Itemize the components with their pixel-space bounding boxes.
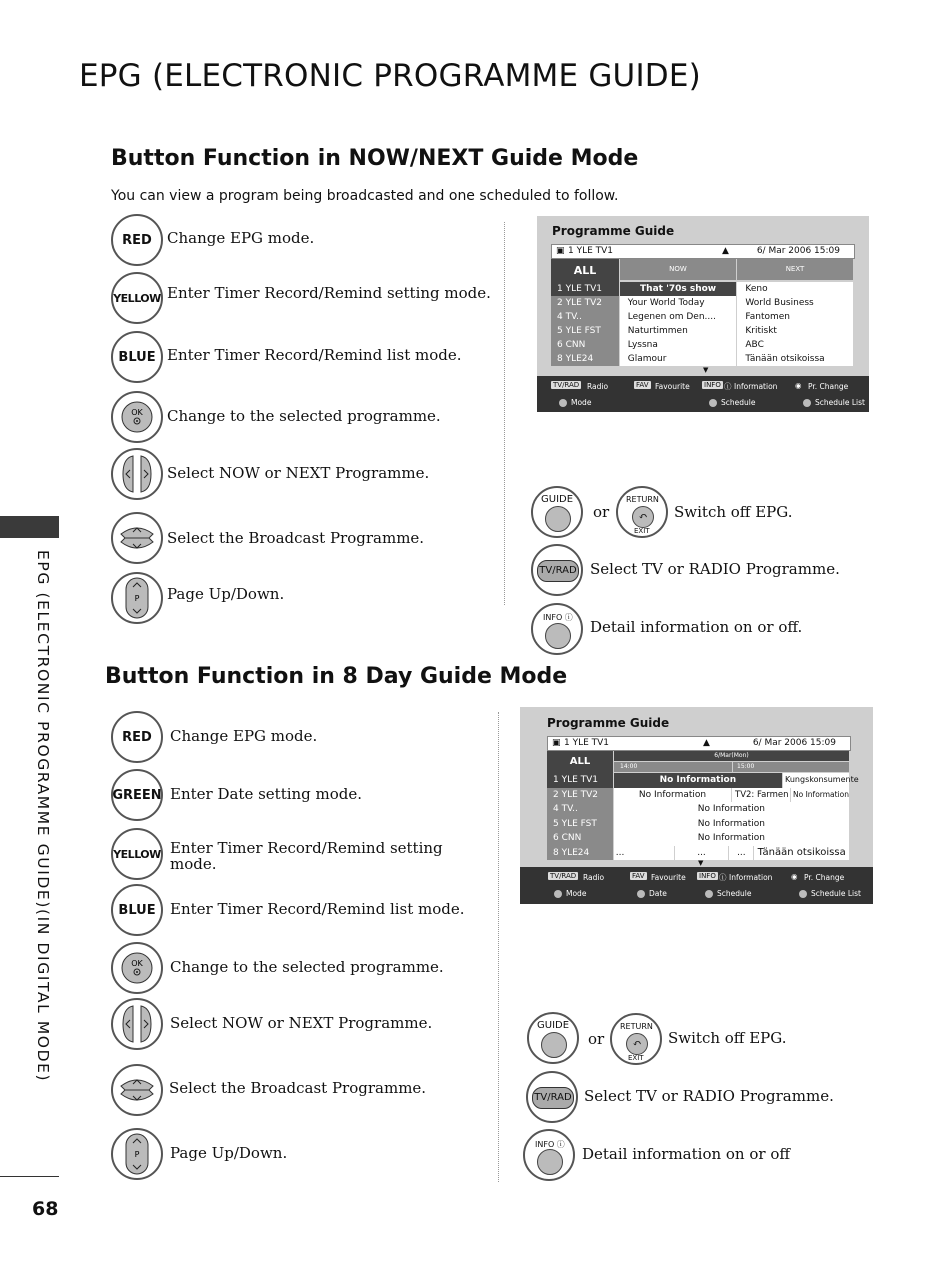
green-button-desc: Enter Date setting mode. xyxy=(170,785,363,803)
page-2-desc: Page Up/Down. xyxy=(170,1144,288,1162)
red-button-2[interactable]: RED xyxy=(111,711,163,763)
up-down-button[interactable] xyxy=(111,512,163,564)
return-arrow-icon: ↶ xyxy=(626,1033,648,1055)
yellow-button-2[interactable]: YELLOW xyxy=(111,828,163,880)
red-button-desc: Change EPG mode. xyxy=(167,229,315,247)
svg-text:P: P xyxy=(134,594,140,603)
svg-text:OK: OK xyxy=(131,959,143,968)
switch-off-2-desc: Switch off EPG. xyxy=(668,1029,787,1047)
epg2-all[interactable]: ALL xyxy=(547,751,613,773)
epg2-datetime: 6/ Mar 2006 15:09 xyxy=(752,738,836,748)
legend-date: Date xyxy=(637,889,667,898)
ok-small-icon: ◉ xyxy=(791,872,798,881)
legend-schedule-list: Schedule List xyxy=(803,398,865,407)
broadcast-2-desc: Select the Broadcast Programme. xyxy=(169,1079,427,1097)
up-arrow-icon: ▲ xyxy=(703,738,710,748)
epg-all[interactable]: ALL xyxy=(551,259,619,282)
info-knob-icon xyxy=(545,623,571,649)
epg-rows xyxy=(551,282,853,366)
epg2-time1: 14:00 xyxy=(614,762,732,772)
epg2-row[interactable]: 2 YLE TV2 No Information TV2: Farmen No Information xyxy=(547,788,849,803)
section2-divider xyxy=(498,712,499,1182)
return-arrow-icon: ↶ xyxy=(632,506,654,528)
yellow-button-2-desc-cont: mode. xyxy=(170,855,217,873)
guide-knob-icon xyxy=(545,506,571,532)
blue-button[interactable]: BLUE xyxy=(111,331,163,383)
tvrad-button-2[interactable]: TV/RAD xyxy=(526,1071,578,1123)
page-button[interactable] xyxy=(111,572,163,624)
down-arrow-icon: ▼ xyxy=(703,366,709,374)
page-up-down-icon xyxy=(122,576,152,620)
epg2-time2: 15:00 xyxy=(733,762,849,772)
epg2-channel: 1 YLE TV1 xyxy=(564,738,610,748)
up-down-arrows-icon xyxy=(115,1068,159,1112)
now-next-desc: Select NOW or NEXT Programme. xyxy=(167,464,430,482)
epg-now-next-panel xyxy=(537,216,869,412)
epg2-row[interactable]: 1 YLE TV1 No Information Kungskonsumente xyxy=(547,773,849,788)
green-button[interactable]: GREEN xyxy=(111,769,163,821)
up-down-button-2[interactable] xyxy=(111,1064,163,1116)
page-desc: Page Up/Down. xyxy=(167,585,285,603)
epg2-channel-bar xyxy=(547,736,851,751)
guide-button[interactable]: GUIDE xyxy=(531,486,583,538)
ok-button-2[interactable] xyxy=(111,942,163,994)
up-arrow-icon: ▲ xyxy=(722,246,729,256)
now-next-2-desc: Select NOW or NEXT Programme. xyxy=(170,1014,433,1032)
section1-divider xyxy=(504,222,505,605)
legend-schedule-list: Schedule List xyxy=(799,889,861,898)
section1-intro: You can view a program being broadcasted and one scheduled to follow. xyxy=(111,188,619,204)
or-text: or xyxy=(593,503,610,521)
yellow-button-2-desc: Enter Timer Record/Remind setting xyxy=(170,839,443,857)
info-button[interactable]: INFO ⓘ xyxy=(531,603,583,655)
svg-text:P: P xyxy=(134,1150,140,1159)
epg-row[interactable]: 6 CNN Lyssna ABC xyxy=(551,338,853,352)
blue-button-2-desc: Enter Timer Record/Remind list mode. xyxy=(170,900,465,918)
epg-channel-bar xyxy=(551,244,855,259)
tvrad-desc: Select TV or RADIO Programme. xyxy=(590,560,840,578)
blue-button-desc: Enter Timer Record/Remind list mode. xyxy=(167,346,462,364)
legend-schedule: Schedule xyxy=(709,398,755,407)
info-desc: Detail information on or off. xyxy=(590,618,803,636)
legend-mode: Mode xyxy=(559,398,591,407)
info-knob-icon xyxy=(537,1149,563,1175)
info-icon: ⓘ xyxy=(724,382,732,391)
epg-row[interactable]: 5 YLE FST Naturtimmen Kritiskt xyxy=(551,324,853,338)
left-right-arrows-icon xyxy=(115,452,159,496)
return-exit-button-2[interactable]: RETURN ↶ EXIT xyxy=(610,1013,662,1065)
info-2-desc: Detail information on or off xyxy=(582,1145,791,1163)
tvrad-2-desc: Select TV or RADIO Programme. xyxy=(584,1087,834,1105)
epg-row[interactable]: 2 YLE TV2 Your World Today World Business xyxy=(551,296,853,310)
epg2-row[interactable]: 8 YLE24 ... ... ... Tänään otsikoissa xyxy=(547,846,849,861)
red-button[interactable]: RED xyxy=(111,214,163,266)
switch-off-desc: Switch off EPG. xyxy=(674,503,793,521)
ok-small-icon: ◉ xyxy=(795,381,802,390)
legend-schedule: Schedule xyxy=(705,889,751,898)
page-number: 68 xyxy=(32,1198,59,1220)
blue-button-2[interactable]: BLUE xyxy=(111,884,163,936)
section1-heading: Button Function in NOW/NEXT Guide Mode xyxy=(111,146,639,171)
epg-title: Programme Guide xyxy=(552,224,675,238)
tvrad-button[interactable]: TV/RAD xyxy=(531,544,583,596)
down-arrow-icon: ▼ xyxy=(698,859,704,867)
epg-row[interactable]: 8 YLE24 Glamour Tänään otsikoissa xyxy=(551,352,853,366)
up-down-arrows-icon xyxy=(115,516,159,560)
info-button-2[interactable]: INFO ⓘ xyxy=(523,1129,575,1181)
page-up-down-icon xyxy=(122,1132,152,1176)
footer-rule xyxy=(0,1176,59,1177)
epg2-rows xyxy=(547,773,859,860)
epg-row[interactable]: 1 YLE TV1 That '70s show Keno xyxy=(551,282,853,296)
broadcast-desc: Select the Broadcast Programme. xyxy=(167,529,425,547)
ok-icon xyxy=(120,400,154,434)
epg-row[interactable]: 4 TV.. Legenen om Den.... Fantomen xyxy=(551,310,853,324)
or-text-2: or xyxy=(588,1030,605,1048)
epg-now-header[interactable]: NOW xyxy=(620,259,736,280)
svg-text:OK: OK xyxy=(131,408,143,417)
return-exit-button[interactable]: RETURN ↶ EXIT xyxy=(616,486,668,538)
info-icon: ⓘ xyxy=(719,873,727,882)
yellow-button[interactable]: YELLOW xyxy=(111,272,163,324)
left-right-button-2[interactable] xyxy=(111,998,163,1050)
sidebar-tab xyxy=(0,516,59,538)
epg2-row[interactable]: 5 YLE FST No Information xyxy=(547,817,849,832)
tv-icon: ▣ xyxy=(552,738,561,748)
epg2-row[interactable]: 6 CNN No Information xyxy=(547,831,849,846)
epg-8day-panel xyxy=(520,707,873,904)
ok-icon xyxy=(120,951,154,985)
guide-knob-icon xyxy=(541,1032,567,1058)
page-title: EPG (ELECTRONIC PROGRAMME GUIDE) xyxy=(79,58,701,94)
epg-channel: 1 YLE TV1 xyxy=(568,246,614,256)
side-title: EPG (ELECTRONIC PROGRAMME GUIDE)(IN DIGITAL MODE) xyxy=(34,550,52,1083)
epg2-row[interactable]: 4 TV.. No Information xyxy=(547,802,849,817)
epg2-legend: TV/RAD Radio FAV Favourite INFO ⓘ Information ◉ Pr. Change Mode Date Schedule Schedule List xyxy=(520,867,873,904)
left-right-arrows-icon xyxy=(115,1002,159,1046)
yellow-button-desc: Enter Timer Record/Remind setting mode. xyxy=(167,284,491,302)
epg-legend: TV/RAD Radio FAV Favourite INFO ⓘ Information ◉ Pr. Change Mode Schedule Schedule List xyxy=(537,376,869,412)
page-button-2[interactable] xyxy=(111,1128,163,1180)
ok-button[interactable] xyxy=(111,391,163,443)
ok-button-desc: Change to the selected programme. xyxy=(167,407,441,425)
section2-heading: Button Function in 8 Day Guide Mode xyxy=(105,664,568,689)
epg-next-header[interactable]: NEXT xyxy=(737,259,853,280)
legend-mode: Mode xyxy=(554,889,586,898)
ok-button-2-desc: Change to the selected programme. xyxy=(170,958,444,976)
red-button-2-desc: Change EPG mode. xyxy=(170,727,318,745)
left-right-button[interactable] xyxy=(111,448,163,500)
epg-datetime: 6/ Mar 2006 15:09 xyxy=(756,246,840,256)
tv-icon: ▣ xyxy=(556,246,565,256)
guide-button-2[interactable]: GUIDE xyxy=(527,1012,579,1064)
epg2-title: Programme Guide xyxy=(547,716,670,730)
epg2-date[interactable]: 6/Mar(Mon) xyxy=(614,751,849,761)
